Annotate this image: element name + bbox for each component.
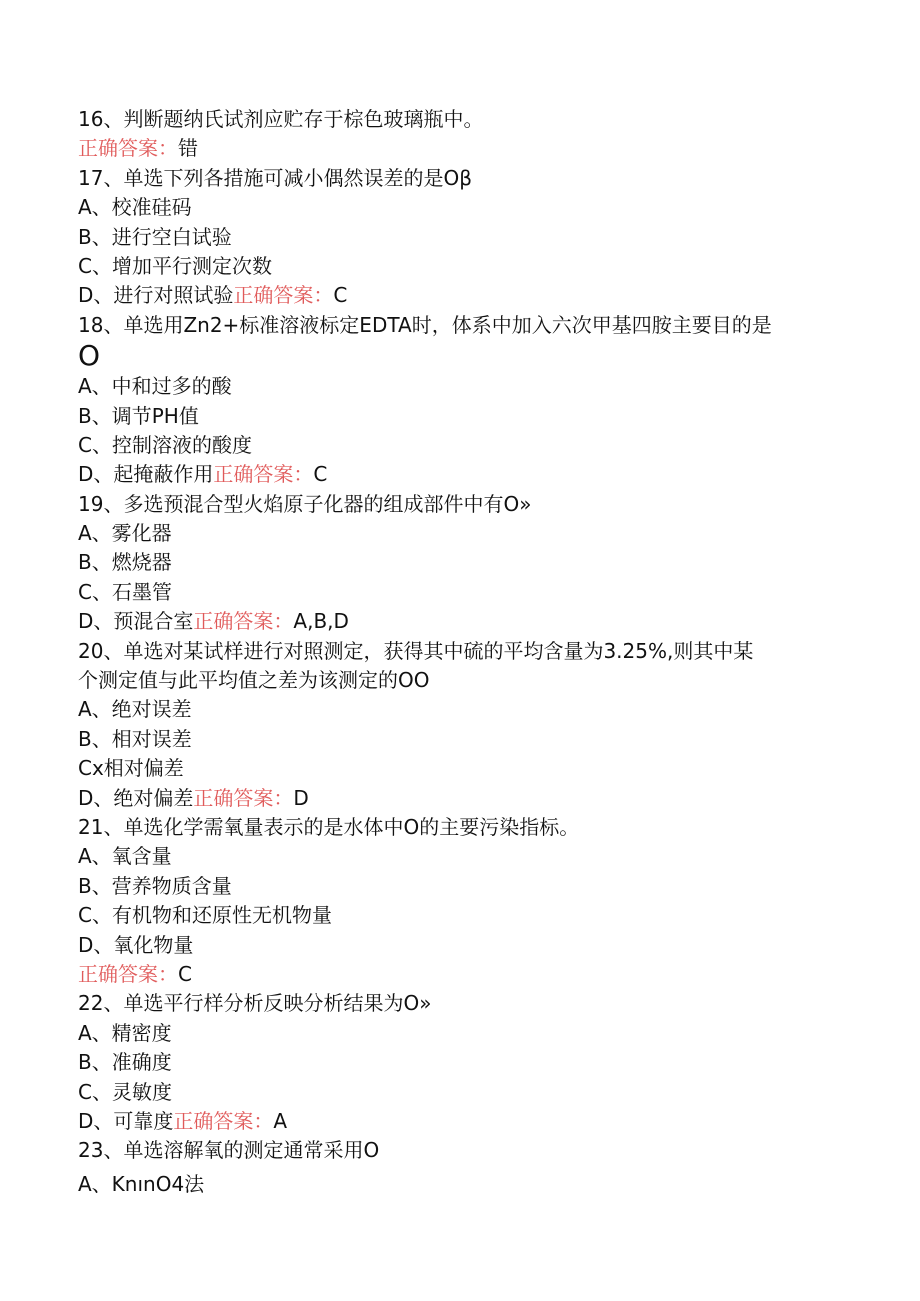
question-18-option-c: C、控制溶液的酸度 [78, 432, 252, 457]
answer-label: 正确答案： [193, 785, 294, 810]
option-text: D、可靠度 [78, 1108, 174, 1133]
question-17-option-d [78, 281, 838, 310]
question-21-option-b: B、营养物质含量 [78, 873, 232, 898]
question-21-option-d: D、氧化物量 [78, 932, 194, 957]
question-19-option-a: A、雾化器 [78, 521, 172, 546]
answer-label: 正确答案： [213, 462, 314, 487]
question-22-option-b: B、准确度 [78, 1050, 172, 1075]
question-20-stem-continuation: 个测定值与此平均值之差为该测定的OO [78, 668, 430, 693]
question-20-option-c: Cx相对偏差 [78, 756, 184, 781]
question-22-stem: 22、单选平行样分析反映分析结果为O» [78, 991, 432, 1016]
question-17-option-a: A、校准硅码 [78, 195, 192, 220]
option-text: D、预混合室 [78, 609, 194, 634]
question-19-option-b: B、燃烧器 [78, 550, 172, 575]
option-text: D、绝对偏差 [78, 785, 194, 810]
answer-label: 正确答案： [78, 136, 178, 161]
answer-label: 正确答案： [173, 1108, 274, 1133]
question-18-option-b: B、调节PH值 [78, 403, 199, 428]
question-23-option-a: A、KnınO4法 [78, 1171, 205, 1196]
question-16-answer [78, 134, 838, 163]
question-21-stem: 21、单选化学需氧量表示的是水体中O的主要污染指标。 [78, 814, 580, 839]
question-19-option-c: C、石墨管 [78, 579, 172, 604]
question-20-stem: 20、单选对某试样进行对照测定，获得其中硫的平均含量为3.25%,则其中某 [78, 638, 754, 663]
question-18-option-a: A、中和过多的酸 [78, 374, 232, 399]
question-20-option-d [78, 784, 838, 813]
question-20-option-b: B、相对误差 [78, 726, 192, 751]
question-21-option-a: A、氧含量 [78, 844, 172, 869]
question-17-option-c: C、增加平行测定次数 [78, 253, 272, 278]
answer-value: D [293, 785, 309, 810]
answer-value: 错 [178, 136, 198, 161]
document-body [78, 105, 838, 1199]
answer-label: 正确答案： [78, 961, 178, 986]
answer-label: 正确答案： [193, 609, 294, 634]
question-21-answer [78, 960, 838, 989]
question-22-option-d [78, 1107, 838, 1136]
question-17-option-b: B、进行空白试验 [78, 224, 232, 249]
option-text: D、起掩蔽作用 [78, 462, 214, 487]
question-22-option-c: C、灵敏度 [78, 1079, 172, 1104]
answer-value: A [273, 1108, 288, 1133]
question-16-stem: 16、判断题纳氏试剂应贮存于棕色玻璃瓶中。 [78, 107, 484, 131]
answer-label: 正确答案： [233, 283, 334, 308]
answer-value: A,B,D [293, 609, 349, 634]
answer-value: C [313, 462, 328, 487]
question-18-option-d [78, 460, 838, 489]
question-23-stem: 23、单选溶解氧的测定通常采用O [78, 1138, 380, 1163]
question-18-stem: 18、单选用Zn2+标准溶液标定EDTA时，体系中加入六次甲基四胺主要目的是 [78, 312, 772, 337]
question-21-option-c: C、有机物和还原性无机物量 [78, 903, 332, 928]
answer-value: C [178, 961, 192, 986]
question-19-stem: 19、多选预混合型火焰原子化器的组成部件中有O» [78, 491, 532, 516]
answer-value: C [333, 283, 348, 308]
question-18-stem-continuation: O [78, 339, 101, 373]
question-17-stem: 17、单选下列各措施可减小偶然误差的是Oβ [78, 165, 472, 190]
question-19-option-d [78, 607, 838, 636]
question-20-option-a: A、绝对误差 [78, 697, 192, 722]
question-22-option-a: A、精密度 [78, 1020, 172, 1045]
option-text: D、进行对照试验 [78, 283, 234, 308]
